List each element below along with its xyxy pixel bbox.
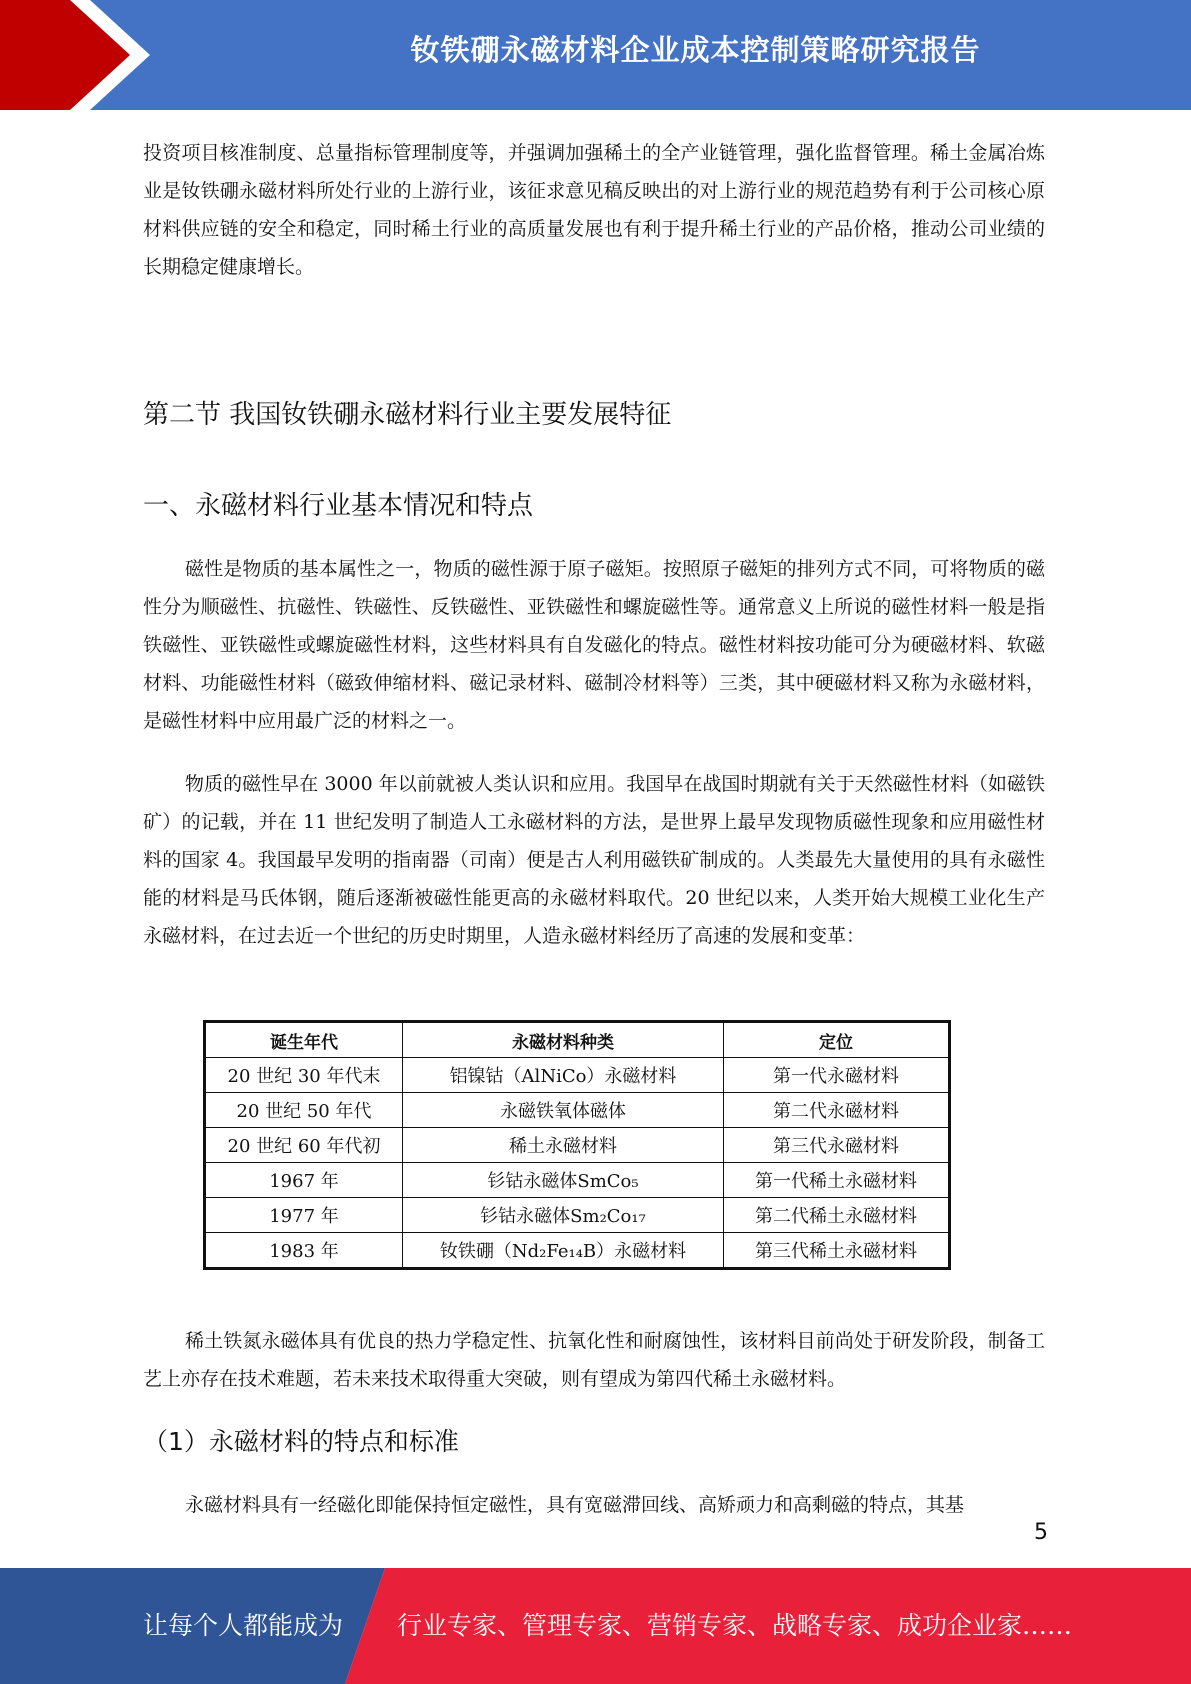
table-cell: 第二代稀土永磁材料: [724, 1198, 950, 1233]
page-footer: [0, 1568, 1191, 1684]
table-cell: 第三代稀土永磁材料: [724, 1233, 950, 1269]
paragraph-2-block: [143, 765, 1045, 955]
table-cell: 20 世纪 50 年代: [205, 1093, 403, 1128]
footer-slogan-left: 让每个人都能成为: [143, 1611, 344, 1640]
subsubsection-heading: （1）永磁材料的特点和标准: [143, 1427, 459, 1456]
paragraph-1-block: [143, 550, 1045, 740]
table-row: [205, 1233, 950, 1269]
section-heading: 第二节 我国钕铁硼永磁材料行业主要发展特征: [143, 400, 672, 430]
table-cell: 第二代永磁材料: [724, 1093, 950, 1128]
subsection-heading: 一、永磁材料行业基本情况和特点: [143, 491, 534, 521]
table-row: [205, 1058, 950, 1093]
table-cell: 1967 年: [205, 1163, 403, 1198]
table-header-cell: 永磁材料种类: [403, 1022, 724, 1058]
table-header-row: [205, 1022, 950, 1058]
footer-slogan-right: 行业专家、管理专家、营销专家、战略专家、成功企业家……: [397, 1611, 1073, 1640]
table-cell: 钕铁硼（Nd₂Fe₁₄B）永磁材料: [403, 1233, 724, 1269]
table-cell: 第一代永磁材料: [724, 1058, 950, 1093]
table-cell: 第三代永磁材料: [724, 1128, 950, 1163]
table-cell: 第一代稀土永磁材料: [724, 1163, 950, 1198]
table-cell: 1977 年: [205, 1198, 403, 1233]
table-cell: 钐钴永磁体SmCo₅: [403, 1163, 724, 1198]
paragraph-4-block: [143, 1486, 1045, 1524]
table-cell: 1983 年: [205, 1233, 403, 1269]
paragraph-3: 稀土铁氮永磁体具有优良的热力学稳定性、抗氧化性和耐腐蚀性，该材料目前尚处于研发阶段，制备工艺上亦存在技术难题，若未来技术取得重大突破，则有望成为第四代稀土永磁材料。: [143, 1330, 1045, 1390]
page-header: [0, 0, 1191, 110]
magnet-history-table: [203, 1020, 951, 1270]
table-cell: 20 世纪 60 年代初: [205, 1128, 403, 1163]
intro-paragraph-block: [143, 134, 1045, 286]
paragraph-3-block: [143, 1322, 1045, 1398]
table-row: [205, 1163, 950, 1198]
table-cell: 20 世纪 30 年代末: [205, 1058, 403, 1093]
table-cell: 铝镍钴（AlNiCo）永磁材料: [403, 1058, 724, 1093]
table-header-cell: 诞生年代: [205, 1022, 403, 1058]
paragraph-4: 永磁材料具有一经磁化即能保持恒定磁性，具有宽磁滞回线、高矫顽力和高剩磁的特点，其基: [185, 1494, 965, 1516]
table-cell: 永磁铁氧体磁体: [403, 1093, 724, 1128]
table-row: [205, 1198, 950, 1233]
table-cell: 稀土永磁材料: [403, 1128, 724, 1163]
table-header-cell: 定位: [724, 1022, 950, 1058]
table-row: [205, 1128, 950, 1163]
paragraph-1: 磁性是物质的基本属性之一，物质的磁性源于原子磁矩。按照原子磁矩的排列方式不同，可将物质的磁性分为顺磁性、抗磁性、铁磁性、反铁磁性、亚铁磁性和螺旋磁性等。通常意义上所说的磁性材料一般是指铁磁性、亚铁磁性或螺旋磁性材料，这些材料具有自发磁化的特点。磁性材料按功能可分为硬磁材料、软磁材料、功能磁性材料（磁致伸缩材料、磁记录材料、磁制冷材料等）三类，其中硬磁材料又称为永磁材料，是磁性材料中应用最广泛的材料之一。: [143, 558, 1045, 732]
report-title: 钕铁硼永磁材料企业成本控制策略研究报告: [410, 33, 981, 67]
table-cell: 钐钴永磁体Sm₂Co₁₇: [403, 1198, 724, 1233]
table-row: [205, 1093, 950, 1128]
intro-paragraph: 投资项目核准制度、总量指标管理制度等，并强调加强稀土的全产业链管理，强化监督管理。稀土金属冶炼业是钕铁硼永磁材料所处行业的上游行业，该征求意见稿反映出的对上游行业的规范趋势有利于公司核心原材料供应链的安全和稳定，同时稀土行业的高质量发展也有利于提升稀土行业的产品价格，推动公司业绩的长期稳定健康增长。: [143, 142, 1045, 278]
page-number: 5: [1034, 1520, 1048, 1545]
paragraph-2: 物质的磁性早在 3000 年以前就被人类认识和应用。我国早在战国时期就有关于天然磁性材料（如磁铁矿）的记载，并在 11 世纪发明了制造人工永磁材料的方法，是世界上最早发现物质磁性现象和应用磁性材料的国家 4。我国最早发明的指南器（司南）便是古人利用磁铁矿制成的。人类最先大量使用的具有永磁性能的材料是马氏体钢，随后逐渐被磁性能更高的永磁材料取代。20 世纪以来，人类开始大规模工业化生产永磁材料，在过去近一个世纪的历史时期里，人造永磁材料经历了高速的发展和变革：: [143, 773, 1045, 947]
